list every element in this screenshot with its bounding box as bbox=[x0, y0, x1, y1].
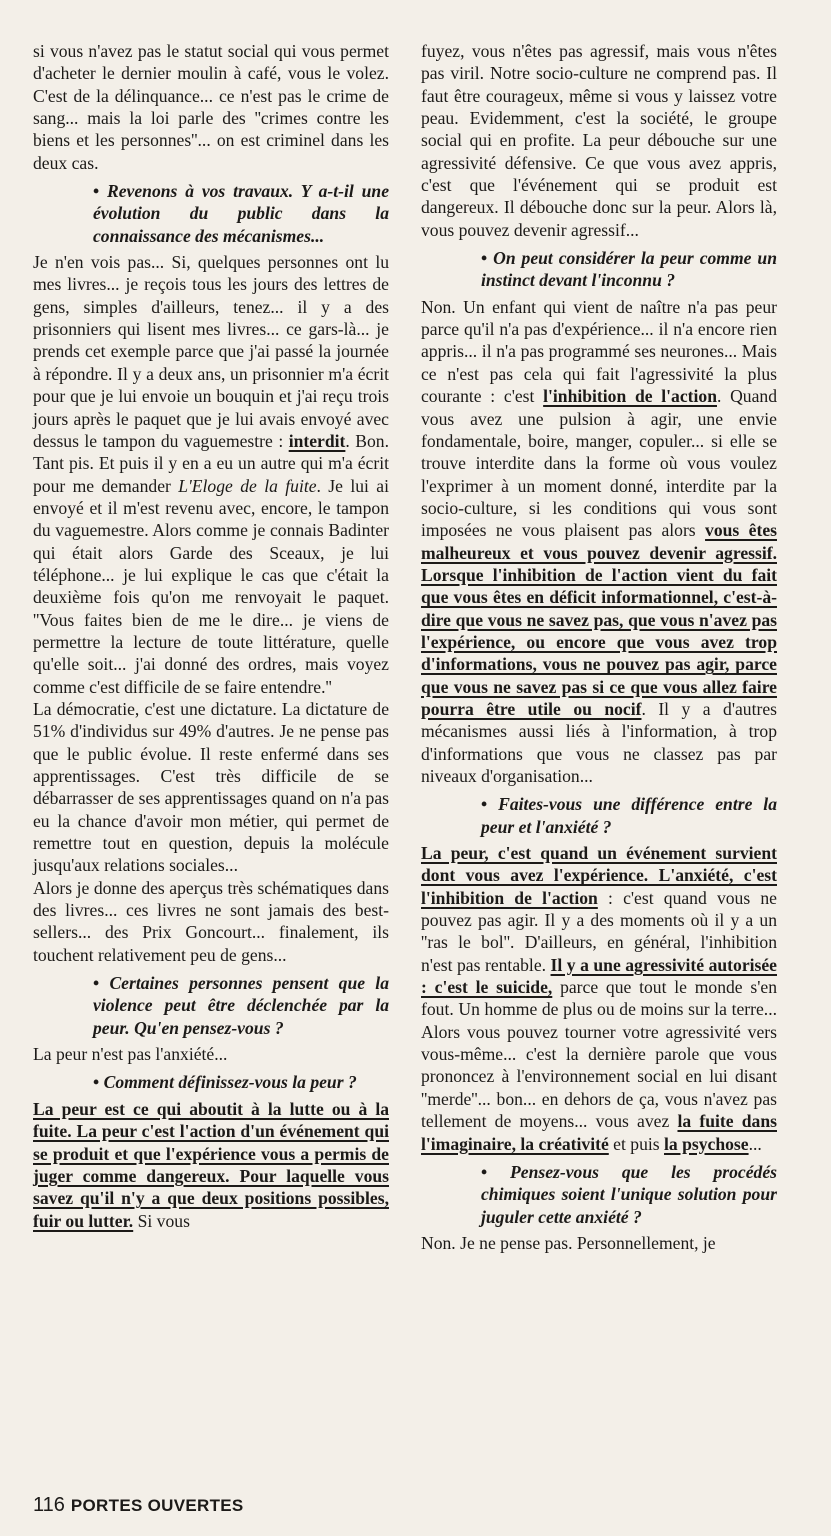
paragraph: La démocratie, c'est une dictature. La dictature de 51% d'individus sur 49% d'autres. Je ne pense pas que le public évolue. Il reste enfermé dans ses apprentissages. C'est très difficile de se débarrasser de ses apprentissages quand on n'a pas eu la chance d'avoir mon métier, qui permet de remettre tout en question, depuis la molécule jusqu'aux relations sociales... bbox=[33, 698, 389, 876]
bullet-icon: • bbox=[93, 973, 100, 994]
answer-text: . Je lui ai envoyé et il m'est revenu avec, encore, le tampon du vaguemestre. Alors comme je connais Badinter qui était alors Garde des Sceaux, je lui téléphone... je lui explique le cas que c'était la deuxième fois qu'on me renvoyait le paquet. ''Vous faites bien de me le dire... je viens de permettre la lecture de toute littérature, quelle qu'elle soit... j'ai donné des ordres, mais voyez comme c'est difficile de se faire entendre.'' bbox=[33, 475, 389, 697]
underlined-text: la psychose bbox=[664, 1133, 749, 1154]
answer-text: . Il y a d'autres mécanismes aussi liés à l'information, à trop d'informations que vous ne classez pas par niveaux d'organisation... bbox=[421, 698, 777, 786]
page-number: 116 bbox=[33, 1494, 65, 1516]
book-title: L'Eloge de la fuite bbox=[178, 475, 317, 496]
interview-question bbox=[421, 793, 777, 838]
underlined-text: La peur, c'est quand un événement survient dont vous avez l'expérience. L'anxiété, c'est l'inhibition de l'action bbox=[421, 843, 777, 908]
paragraph: fuyez, vous n'êtes pas agressif, mais vous n'êtes pas viril. Notre socio-culture ne comprend pas. Il faut être courageux, même si vous y laissez votre peau. Evidemment, c'est la société, le groupe social qui en profite. La peur débouche sur une agressivité défensive. Ce que vous avez appris, c'est que l'événement qui se produit est dangereux. Il débouche donc sur la peur. Alors là, vous pouvez devenir agressif... bbox=[421, 41, 777, 240]
paragraph: Alors je donne des aperçus très schématiques dans des livres... ces livres ne sont jamais des best-sellers... des Prix Goncourt... finalement, ils touchent relativement peu de gens... bbox=[33, 877, 389, 965]
right-column bbox=[421, 40, 777, 1254]
left-column bbox=[33, 40, 389, 1232]
magazine-name: PORTES OUVERTES bbox=[70, 1496, 244, 1515]
answer-text: : c'est quand vous ne pouvez pas agir. Il y a des moments où il y a un ''ras le bol''. D'ailleurs, en général, l'inhibition n'est pas rentable. bbox=[421, 887, 777, 975]
interview-question bbox=[33, 180, 389, 247]
answer-text: Si vous bbox=[133, 1210, 190, 1231]
answer-text: . Bon. Tant pis. Et puis il y en a eu un autre qui m'a écrit pour me demander bbox=[33, 430, 389, 496]
underlined-text: l'inhibition de l'action bbox=[543, 386, 717, 407]
answer-text: . Quand vous avez une pulsion à agir, une envie fondamentale, boire, manger, copuler... si elle se trouve interdite dans la forme où vous voulez l'exprimer à un moment donné, interdite par la socio-culture, si les conditions qui vous sont imposées ne vous plaisent pas alors bbox=[421, 386, 778, 541]
question-text: Comment définissez-vous la peur ? bbox=[103, 1072, 357, 1093]
bullet-icon: • bbox=[93, 181, 100, 202]
interview-question bbox=[33, 972, 389, 1039]
paragraph: Non. Je ne pense pas. Personnellement, je bbox=[421, 1232, 716, 1253]
question-text: Certaines personnes pensent que la violence peut être déclenchée par la peur. Qu'en pensez-vous ? bbox=[93, 973, 389, 1038]
answer-text: ... bbox=[748, 1133, 762, 1154]
bullet-icon: • bbox=[481, 794, 488, 815]
answer-text: parce que tout le monde s'en fout. Un homme de plus ou de moins sur la terre... Alors vous pouvez tourner votre agressivité vers vous-même... c'est la dernière parole que vous prononcez à l'environnement social en lui disant ''merde''... bon... en dehors de ça, vous n'avez pas tellement de moyens... vous avez bbox=[421, 977, 777, 1132]
interview-question bbox=[421, 247, 777, 292]
bullet-icon: • bbox=[481, 1161, 488, 1182]
paragraph bbox=[33, 1098, 389, 1232]
paragraph bbox=[421, 296, 777, 788]
underlined-text: la fuite dans l'imaginaire, la créativité bbox=[421, 1111, 777, 1154]
underlined-text: La peur est ce qui aboutit à la lutte ou à la fuite. La peur c'est l'action d'un événement qui se produit et que l'expérience vous a permis de juger comme dangereux. Pour laquelle vous savez qu'il n'y a que deux positions possibles, fuir ou lutter. bbox=[33, 1098, 389, 1231]
bullet-icon: • bbox=[93, 1072, 100, 1093]
question-text: Revenons à vos travaux. Y a-t-il une évolution du public dans la connaissance des mécanismes... bbox=[93, 181, 389, 246]
underlined-text: Il y a une agressivité autorisée : c'est le suicide, bbox=[421, 954, 777, 998]
underlined-text: interdit bbox=[288, 430, 346, 451]
paragraph: La peur n'est pas l'anxiété... bbox=[33, 1044, 228, 1065]
interview-question bbox=[33, 1071, 389, 1093]
underlined-text: vous êtes malheureux et vous pouvez devenir agressif. Lorsque l'inhibition de l'action vient du fait que vous êtes en déficit informationnel, c'est-à-dire que vous ne savez pas, que vous n'avez pas l'expérience, ou encore que vous avez trop d'informations, vous ne pouvez pas agir, parce que vous ne savez pas si ce que vous allez faire pourra être utile ou nocif bbox=[421, 520, 777, 719]
paragraph bbox=[33, 251, 389, 698]
interview-question bbox=[421, 1161, 777, 1228]
question-text: Faites-vous une différence entre la peur et l'anxiété ? bbox=[481, 794, 777, 837]
page-footer bbox=[33, 1493, 244, 1518]
paragraph bbox=[421, 842, 777, 1155]
answer-text: Je n'en vois pas... Si, quelques personnes ont lu mes livres... je reçois tous les jours des lettres de gens, simples d'ailleurs, tenez... il y a des prisonniers qui lisent mes livres... ce gars-là... je prends cet exemple parce que j'ai passé la journée à répondre. Il y a deux ans, un prisonnier m'a écrit pour que je lui envoie un bouquin et j'ai reçu trois jours après le paquet que je lui avais envoyé avec dessus le tampon du vaguemestre : bbox=[33, 252, 389, 451]
answer-text: et puis bbox=[608, 1133, 665, 1154]
paragraph: si vous n'avez pas le statut social qui vous permet d'acheter le dernier moulin à café, vous le volez. C'est de la délinquance... ce n'est pas le crime de sang... mais la loi parle des ''crimes contre les biens et les personnes''... on est criminel dans les deux cas. bbox=[33, 41, 389, 173]
question-text: Pensez-vous que les procédés chimiques soient l'unique solution pour juguler cette anxiété ? bbox=[481, 1161, 777, 1227]
bullet-icon: • bbox=[481, 248, 488, 269]
question-text: On peut considérer la peur comme un instinct devant l'inconnu ? bbox=[481, 248, 777, 291]
answer-text: Non. Un enfant qui vient de naître n'a pas peur parce qu'il n'a pas d'expérience... il n'a encore rien appris... il n'a pas programmé ses neurones... Mais ce n'est pas cela qui fait l'agressivité la plus courante : c'est bbox=[421, 296, 777, 407]
